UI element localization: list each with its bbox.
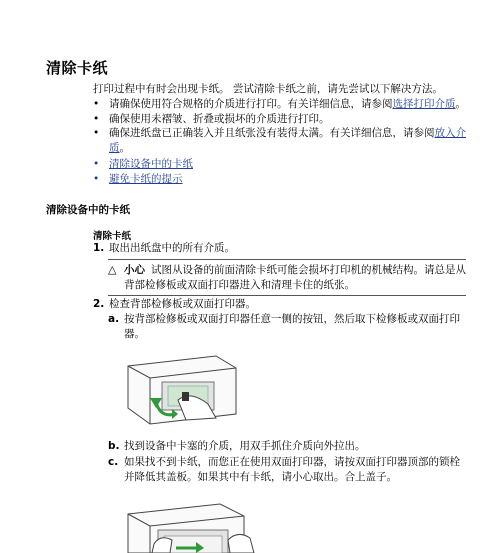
substep-a: a. 按背部检修板或双面打印器任意一侧的按钮，然后取下检修板或双面打印器。 [108,313,460,340]
substep-c: c. 如果找不到卡纸，而您正在使用双面打印器，请按双面打印器顶部的锁栓并降低其盖板。如果其中有卡纸，请小心取出。合上盖子。 [108,456,460,483]
link-clear-jams[interactable]: 清除设备中的卡纸 [109,158,193,170]
procedure-title: 清除卡纸 [93,231,132,242]
list-item: • 清除设备中的卡纸 [93,158,193,170]
substep-b: b. 找到设备中卡塞的介质，用双手抓住介质向外拉出。 [108,440,366,452]
link-avoid-jams[interactable]: 避免卡纸的提示 [109,172,183,185]
link-load-media[interactable]: 放入介质 [109,127,466,154]
list-item: • 请确保使用符合规格的介质进行打印。有关详细信息，请参阅选择打印介质。 [93,98,466,110]
list-item: • 确保使用未褶皱、折叠或损坏的介质进行打印。 [93,112,330,125]
remove-jammed-paper-illustration [120,500,260,553]
link-select-media[interactable]: 选择打印介质 [392,98,456,110]
page-title: 清除卡纸 [46,59,109,77]
step-2: 2. 检查背部检修板或双面打印器。 [93,298,256,310]
section-heading: 清除设备中的卡纸 [46,204,130,216]
list-item: • 确保进纸盘已正确装入并且纸张没有装得太满。有关详细信息，请参阅放入介质。 [93,127,466,154]
printer-rear-panel-illustration [120,352,240,428]
intro-text: 打印过程中有时会出现卡纸。 尝试清除卡纸之前，请先尝试以下解决方法。 [93,83,443,95]
tips-list [93,97,473,186]
caution-label: 小心 [124,264,145,276]
caution-text: 试图从设备的前面清除卡纸可能会损坏打印机的机械结构。请总是从背部检修板或双面打印器进入和清理卡住的纸张。 [124,264,466,291]
step-1: 1. 取出出纸盘中的所有介质。 [93,242,235,254]
caution-box [108,259,466,296]
list-item: • 避免卡纸的提示 [93,172,183,185]
warning-triangle-icon: △ [108,263,117,276]
